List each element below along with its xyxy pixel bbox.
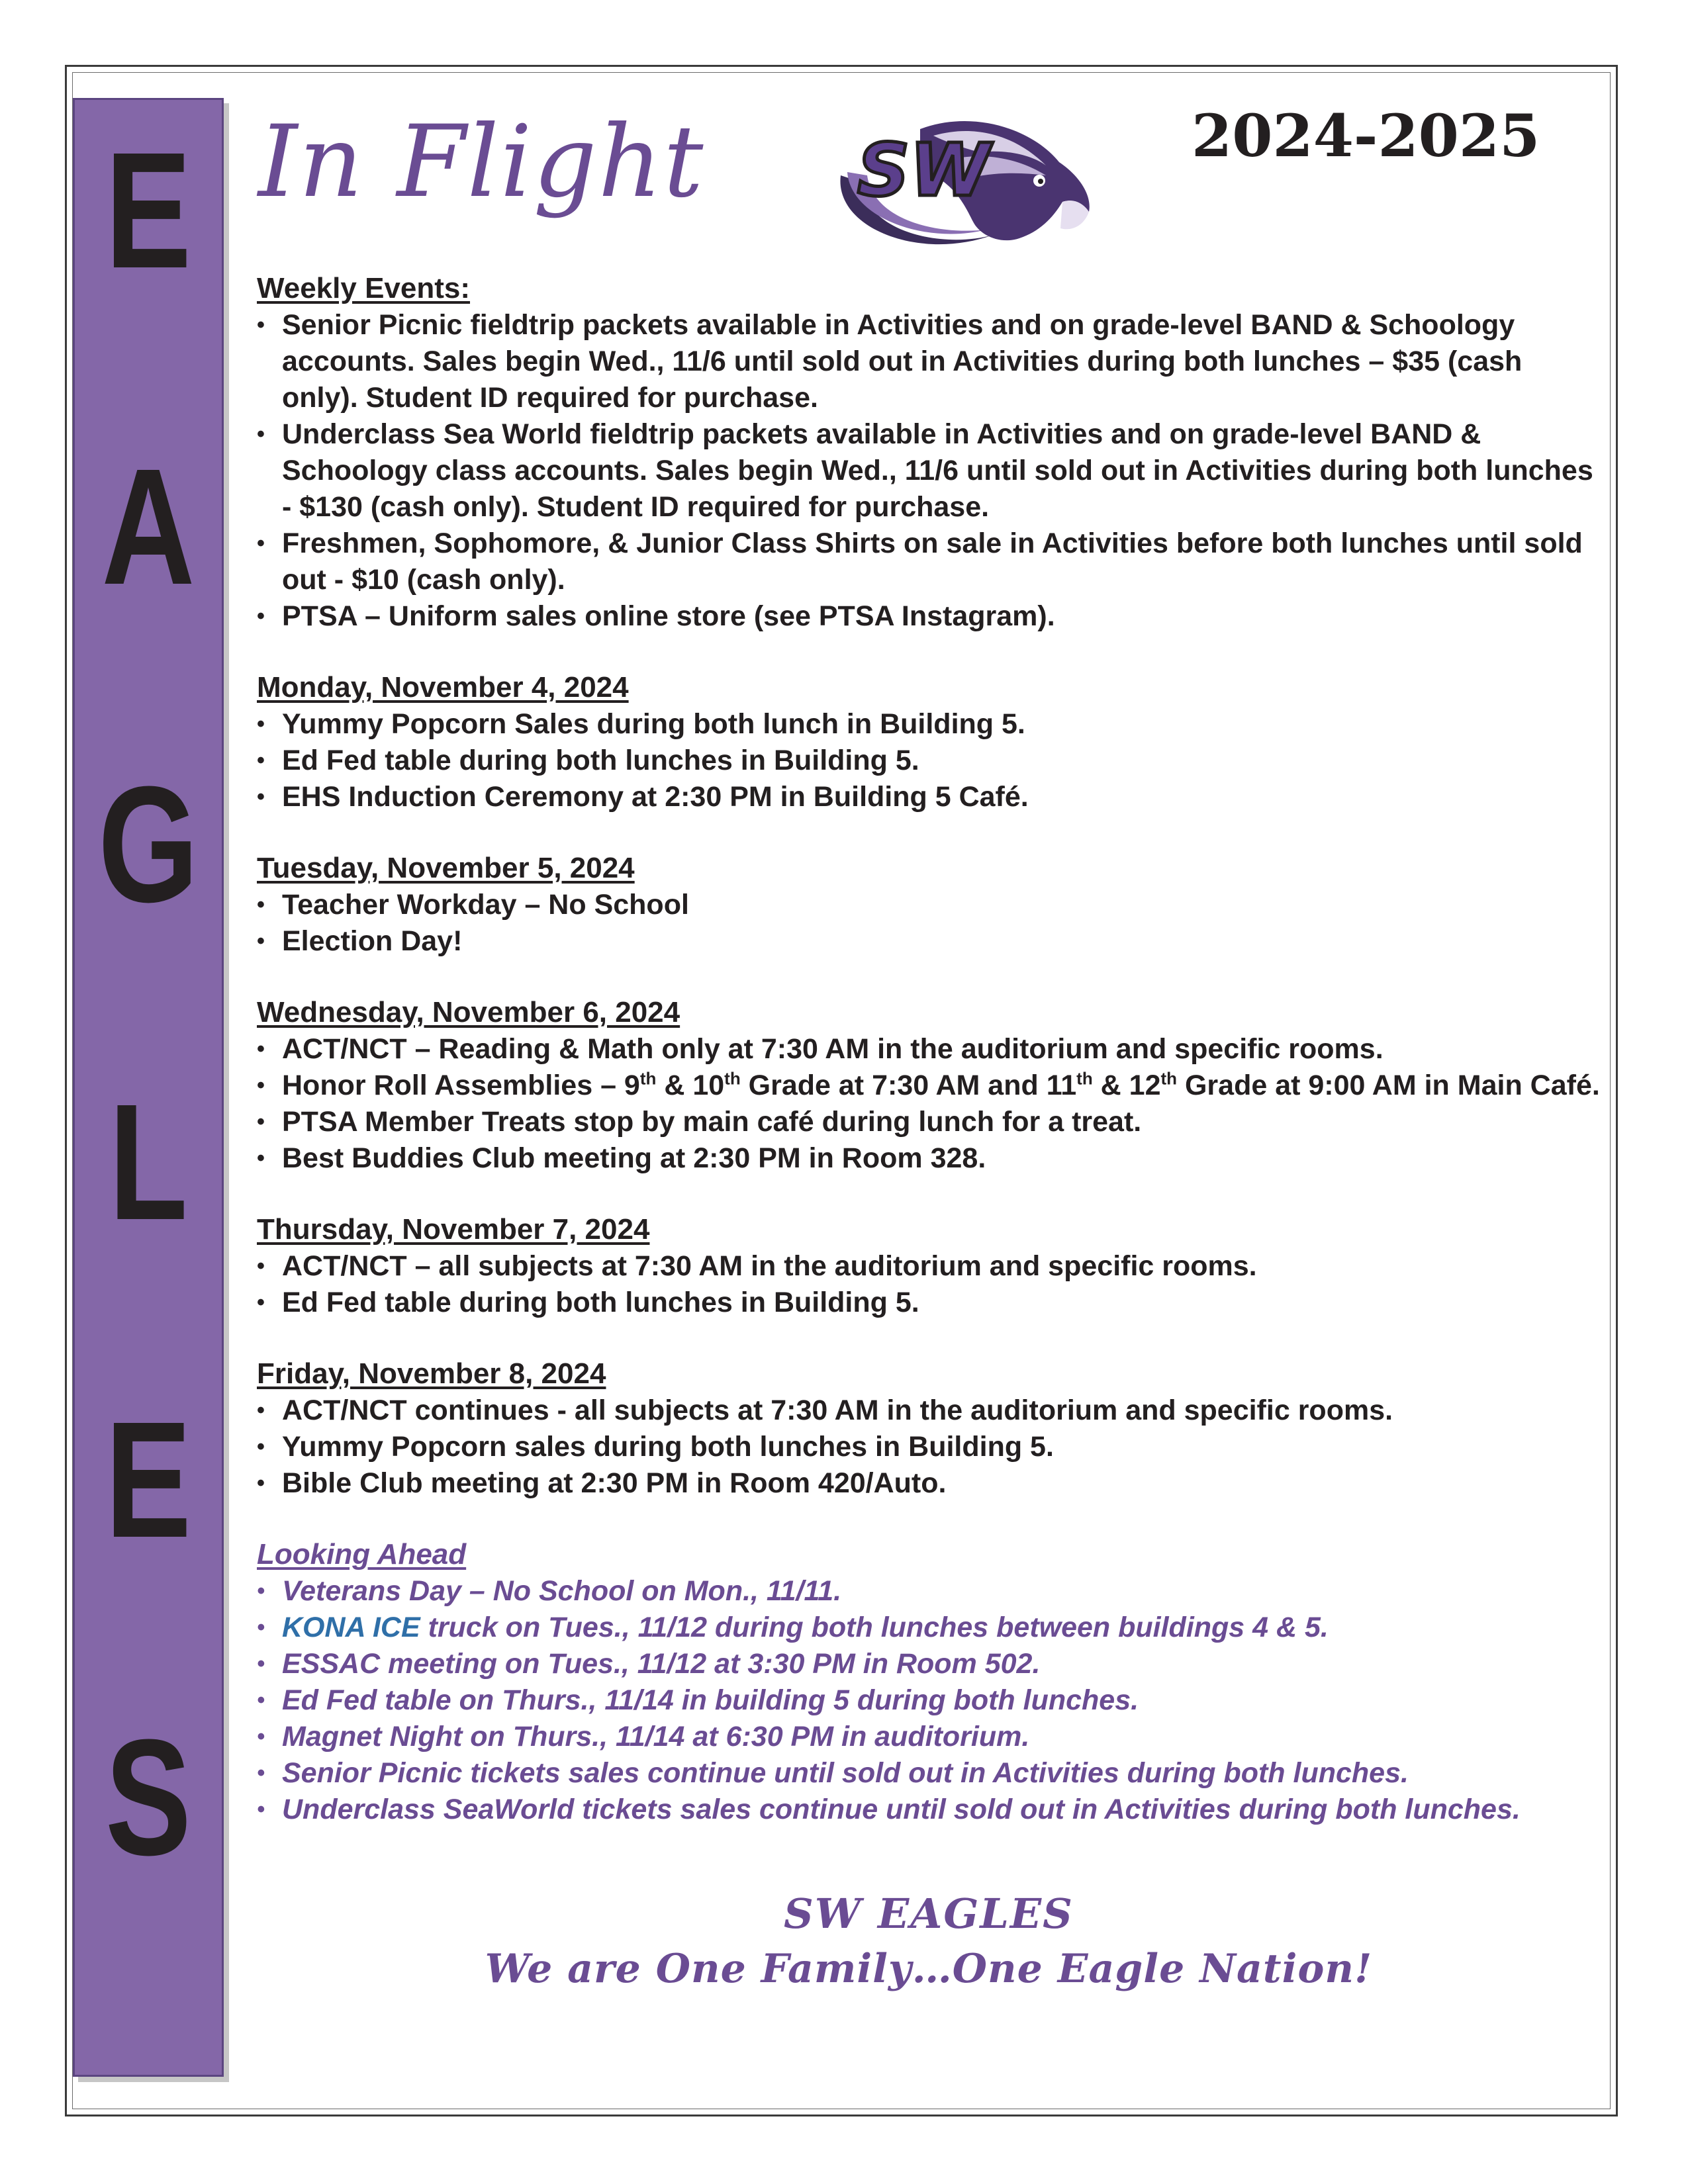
section-looking-ahead <box>257 1536 1601 1828</box>
section-wednesday <box>257 994 1601 1177</box>
list-item: • Best Buddies Club meeting at 2:30 PM in Room 328. <box>257 1142 986 1174</box>
list-item: • Senior Picnic fieldtrip packets available in Activities and on grade-level BAND & Schoology accounts. Sales begin Wed., 11/6 until sold out in Activities during both lunches – $35 (cash only). Student ID required for purchase. <box>257 309 1523 414</box>
list-item: • Election Day! <box>257 925 463 957</box>
footer-slogan-title: SW EAGLES <box>784 1889 1074 1938</box>
eagles-side-banner <box>73 98 224 2077</box>
list-item: • Teacher Workday – No School <box>257 889 689 921</box>
school-year: 2024-2025 <box>1192 101 1540 170</box>
section-heading: Thursday, November 7, 2024 <box>257 1213 650 1246</box>
section-weekly-events <box>257 270 1601 635</box>
list-item: • Freshmen, Sophomore, & Junior Class Shirts on sale in Activities before both lunches until sold out - $10 (cash only). <box>257 527 1583 596</box>
list-item: • Yummy Popcorn Sales during both lunch in Building 5. <box>257 708 1025 740</box>
section-monday <box>257 669 1601 815</box>
side-letter-s: S <box>105 1705 192 1889</box>
event-list <box>257 1031 1601 1177</box>
footer-slogan: We are One Family…One Eagle Nation! <box>485 1946 1373 1992</box>
section-tuesday <box>257 850 1601 960</box>
list-item: • Yummy Popcorn sales during both lunches in Building 5. <box>257 1431 1054 1463</box>
list-item: • PTSA – Uniform sales online store (see PTSA Instagram). <box>257 600 1055 632</box>
section-heading: Looking Ahead <box>257 1538 467 1570</box>
side-letter-a: A <box>101 434 195 619</box>
side-letter-e: E <box>105 118 192 302</box>
eagle-head-icon <box>821 103 1105 261</box>
list-item: • ACT/NCT continues - all subjects at 7:30 AM in the auditorium and specific rooms. <box>257 1394 1393 1426</box>
event-list <box>257 1248 1601 1321</box>
side-letter-e2: E <box>105 1387 192 1572</box>
list-item: • ACT/NCT – Reading & Math only at 7:30 AM in the auditorium and specific rooms. <box>257 1033 1383 1065</box>
section-thursday <box>257 1211 1601 1321</box>
side-letter-l: L <box>109 1069 188 1254</box>
list-item: • Ed Fed table during both lunches in Building 5. <box>257 745 919 776</box>
section-heading: Weekly Events: <box>257 272 471 304</box>
newsletter-content <box>257 270 1601 1862</box>
list-item: • Underclass Sea World fieldtrip packets available in Activities and on grade-level BAND & Schoology class accounts. Sales begin Wed., 11/6 until sold out in Activities during both lunches - $130 (cash only). Student ID required for purchase. <box>257 418 1593 523</box>
event-list <box>257 887 1601 960</box>
event-list <box>257 1392 1601 1502</box>
list-item: • Underclass SeaWorld tickets sales continue until sold out in Activities during both lunches. <box>257 1794 1521 1825</box>
list-item: • PTSA Member Treats stop by main café during lunch for a treat. <box>257 1106 1142 1138</box>
newsletter-title: In Flight <box>258 105 705 220</box>
list-item: • Ed Fed table on Thurs., 11/14 in building 5 during both lunches. <box>257 1684 1139 1716</box>
list-item-honor-roll: • Honor Roll Assemblies – 9th & 10th Grade at 7:30 AM and 11th & 12th Grade at 9:00 AM in Main Café. <box>257 1068 1600 1101</box>
side-letter-g: G <box>98 752 199 936</box>
list-item: • ACT/NCT – all subjects at 7:30 AM in the auditorium and specific rooms. <box>257 1250 1257 1282</box>
section-heading: Wednesday, November 6, 2024 <box>257 996 680 1028</box>
list-item: • EHS Induction Ceremony at 2:30 PM in Building 5 Café. <box>257 781 1029 813</box>
event-list <box>257 307 1601 635</box>
list-item: • Magnet Night on Thurs., 11/14 at 6:30 PM in auditorium. <box>257 1721 1030 1752</box>
list-item: • Ed Fed table during both lunches in Building 5. <box>257 1287 919 1318</box>
list-item: • Veterans Day – No School on Mon., 11/11. <box>257 1575 842 1607</box>
event-list <box>257 706 1601 815</box>
logo-text: SW <box>857 128 990 212</box>
kona-ice-brand: KONA ICE <box>282 1612 420 1643</box>
list-item: • Bible Club meeting at 2:30 PM in Room 420/Auto. <box>257 1467 947 1499</box>
section-heading: Monday, November 4, 2024 <box>257 671 629 704</box>
list-item-kona-ice: • KONA ICE truck on Tues., 11/12 during both lunches between buildings 4 & 5. <box>257 1612 1329 1643</box>
event-list <box>257 1573 1601 1828</box>
section-heading: Friday, November 8, 2024 <box>257 1357 606 1390</box>
list-item: • Senior Picnic tickets sales continue until sold out in Activities during both lunches. <box>257 1757 1409 1789</box>
section-friday <box>257 1355 1601 1502</box>
list-item: • ESSAC meeting on Tues., 11/12 at 3:30 PM in Room 502. <box>257 1648 1041 1680</box>
section-heading: Tuesday, November 5, 2024 <box>257 852 635 884</box>
